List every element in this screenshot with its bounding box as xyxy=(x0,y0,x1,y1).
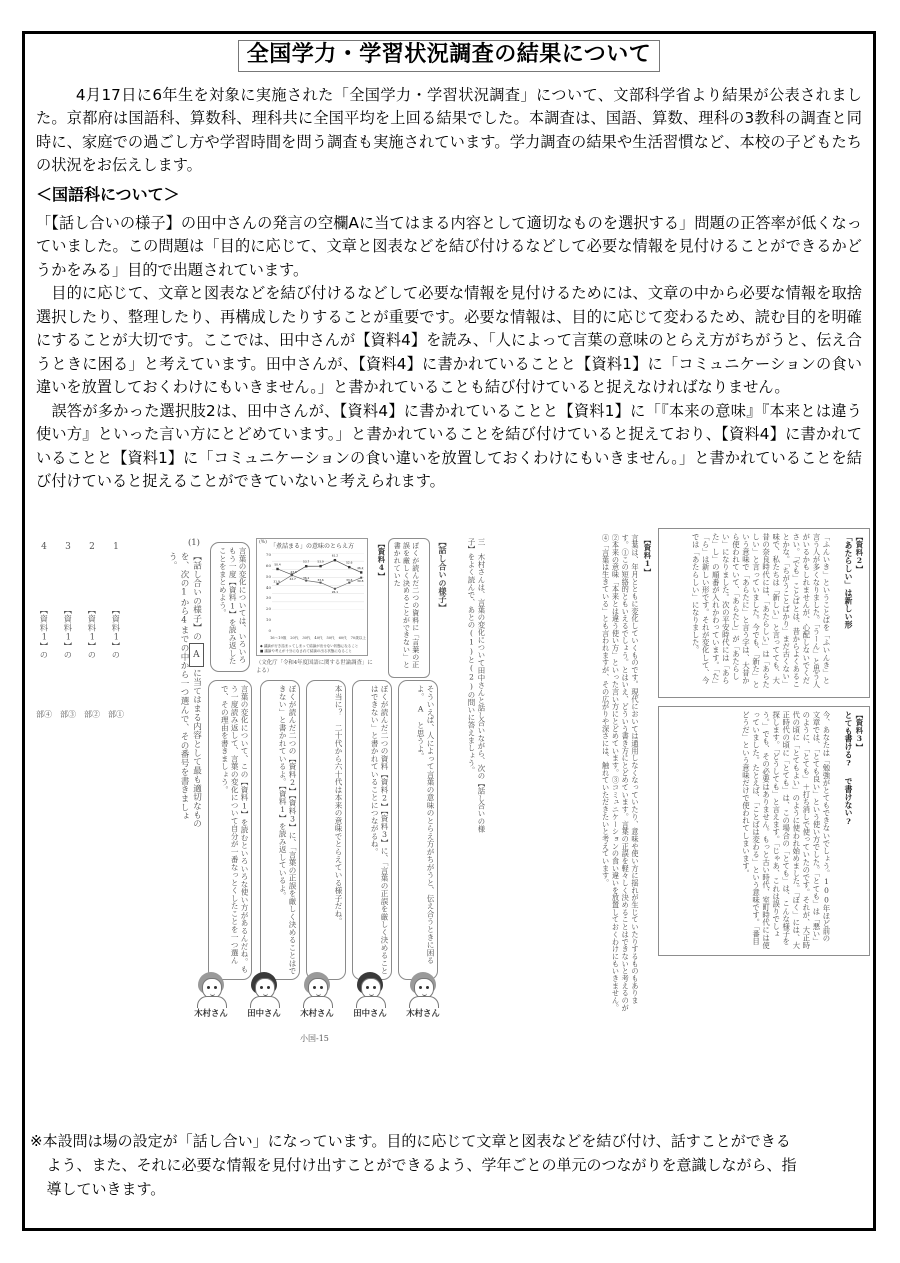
answer-choice-list xyxy=(32,542,128,742)
person-2 xyxy=(241,972,287,1019)
resource-3-title: とても書ける? で書けない? xyxy=(844,711,853,826)
page-title: 全国学力・学習状況調査の結果について xyxy=(238,40,661,72)
avatar xyxy=(302,972,332,1006)
speech-bubble-3 xyxy=(306,680,346,980)
blank-a-box: A xyxy=(189,643,204,667)
answer-choice-1 xyxy=(106,542,126,732)
choice-number: 2 xyxy=(89,542,95,552)
resource-1-text: 言葉は、年月とともに変化していくものです。現代においては通用しなくなっていたり、意味や使い方に揺れが生じていたりするものもあります。①この短絡的ともいえるでしょう。とはいえ、どういう書き方にとどめています。言葉の正誤を軽々しく決めることはできないと考えるのが②本来の意味「本来とは違う使い方」といった言い方にとどめています。③コミュニケーションの食い違いを放置しておくわけにもいきません。④「言葉は生きている」とも言われますが、その広がりや深さには、触れていただきたいと考えています。 xyxy=(601,534,640,1012)
body-shape xyxy=(250,996,280,1008)
eye-icon xyxy=(207,986,210,989)
resource-2-box xyxy=(658,528,870,698)
resource-1-label: 【資料1】 xyxy=(643,536,652,577)
speech-bubble-text: そういえば、人によって言葉の意味のとらえ方がちがうと、伝え合うときに困るよ。 A と思うよ。 xyxy=(416,685,435,965)
eye-icon xyxy=(267,986,270,989)
avatar xyxy=(196,972,226,1006)
person-3 xyxy=(294,972,340,1019)
eye-icon xyxy=(320,986,323,989)
chart-source-note: （文化庁「令和4年度国語に関する世論調査」による） xyxy=(256,660,373,674)
person-name: 田中さん xyxy=(353,1008,387,1018)
eye-icon xyxy=(313,986,316,989)
answer-choice-4 xyxy=(34,542,54,732)
exam-page-figure xyxy=(28,520,873,1065)
resource-4-label: 【資料4】 xyxy=(377,540,386,581)
svg-text:50.4: 50.4 xyxy=(274,562,281,567)
section-body xyxy=(36,212,862,494)
resource-3-text: 今、あなたは「勉強がとてもできないでしょう。100年ほど前の文章では、「とても良い」という使い方でした。「とても」は「悪い」のように、「とても」＋打ち消しで使っていたのです。それが、大正時代の頃に「とてもよい」のように使われ始めました。「ぼく」には、大正時代の頃に「とても」は、この場合の「とても」は、こんな様子を探します。「どうしても」と言えます。「じゃあ、これは誤りでしょう。」でも、その必要はありません。もっと古い時代、室町時代には使っていました。たとえば、「ことばは変わる」という意味です。「番目どうだ」という意味だけで使われてしまいます。 xyxy=(741,711,831,949)
section-heading: ＜国語科について＞ xyxy=(36,185,180,204)
page-title-wrap xyxy=(22,40,876,72)
svg-text:61.2: 61.2 xyxy=(331,553,339,558)
speech-bubble-1 xyxy=(210,542,250,672)
resource-2-label: 【資料2】 xyxy=(855,533,864,574)
choice-text: 【資料1】の xyxy=(63,605,74,659)
chart-title: 「煮詰まる」の意味のとらえ方 xyxy=(269,543,354,550)
talk-section-label: 【話し合いの様子】 xyxy=(438,538,448,612)
speech-bubble-text: ぼくが読んだ二つの資料【資料2】【資料3】に、「言葉の正誤を厳しく決めることはできない」と書かれていることにつながるね。 xyxy=(370,685,389,975)
speech-bubble-6 xyxy=(208,680,252,980)
chart-unit-label: (%) xyxy=(259,540,267,545)
choice-number: 4 xyxy=(41,542,47,552)
svg-text:26.1: 26.1 xyxy=(331,590,339,595)
question-text: 【話し合いの様子】のAに当てはまる内容として最も適切なものを、次の1から4までの中から一つ選んで、その番号を書きましょう。 xyxy=(134,552,204,832)
resource-4-box xyxy=(388,538,430,678)
question-1-block xyxy=(132,538,206,838)
speech-bubble-text: 言葉の変化については、いろいろ もう一度【資料1】を読み返したことをまとめよう。 xyxy=(218,547,247,672)
resource-2-text: 「ふんいき」ということばを「ふいんき」と言う人が多くなりました。「うーん」と思う人がいるかもしれませんが、心配しないでください。「でも」ことばとは、昔からよくあることかな。「ちがうことばかり」まだ古くない」味で、私たちは「新しい」と言ってても、大昔の奈良時代には、「あたらしい」は「あらたしい」と言っていました。今でも、「新た」という意味で「あらたに」と言う字は、大昔から使われていて、「あらたし」が「あたらしい」になりました。次の平安時代には「あらた」し」の順番が入れかわっています。「た」「ら」は新しい形です。それが変化して、今では「あたらしい」になりました。 xyxy=(691,533,831,688)
question-number: (1) xyxy=(187,538,200,548)
svg-text:33.6: 33.6 xyxy=(346,577,353,582)
eye-icon xyxy=(214,986,217,989)
resource-2-title: 「あたらしい」は新しい形 xyxy=(844,533,853,629)
svg-text:43.5: 43.5 xyxy=(290,569,297,574)
speech-bubble-text: 本当に？ 二十代から六十代は本来の意味でとらえている様子だね。 xyxy=(334,685,343,926)
choice-tail: 部② xyxy=(84,710,100,719)
eye-icon xyxy=(260,986,263,989)
lead-paragraph-block xyxy=(36,84,862,178)
svg-text:46.2: 46.2 xyxy=(357,565,364,570)
resource-3-box xyxy=(658,706,870,956)
choice-number: 3 xyxy=(65,542,71,552)
eye-icon xyxy=(366,986,369,989)
body-shape xyxy=(197,996,227,1008)
choice-tail: 部④ xyxy=(36,710,52,719)
choice-tail: 部① xyxy=(108,710,124,719)
chart-legend xyxy=(260,644,365,655)
eye-icon xyxy=(426,986,429,989)
svg-text:36.1: 36.1 xyxy=(303,575,310,580)
svg-text:53.9: 53.9 xyxy=(317,559,324,564)
answer-choice-2 xyxy=(82,542,102,732)
person-4 xyxy=(347,972,393,1019)
resource-3-label: 【資料3】 xyxy=(855,711,864,752)
eye-icon xyxy=(419,986,422,989)
choice-tail: 部③ xyxy=(60,710,76,719)
speech-bubble-4 xyxy=(352,680,392,980)
chart-x-axis-labels: 16～19歳 20代 30代 40代 50代 60代 70歳以上 xyxy=(270,636,366,640)
body-paragraph-2: 目的に応じて、文章と図表などを結び付けるなどして必要な情報を見付けるためには、文章の中から必要な情報を取捨選択したり、整理したり、再構成したりすることが重要です。必要な情報は、目的に応じて変わるため、読む目的を明確にすることが大切です。ここでは、田中さんが【資料4】を読み、「人によって言葉の意味のとらえ方がちがうと、伝え合うときに困る」と考えています。田中さんが、【資料4】に書かれていることと【資料1】に「コミュニケーションの食い違いを放置しておくわけにもいきません。」と書かれていることも結び付けていると捉えなければなりません。 xyxy=(36,284,862,397)
svg-text:52.6: 52.6 xyxy=(346,560,353,565)
footnote-line-2: よう、また、それに必要な情報を見付け出すことができるよう、学年ごとの単元のつながりを意識しながら、指 xyxy=(46,1156,797,1174)
body-paragraph-1: 「【話し合いの様子】の田中さんの発言の空欄Aに当てはまる内容として適切なものを選択する」問題の正答率が低くなっていました。この問題は「目的に応じて、文章と図表などを結び付けるなどして必要な情報を見付けることができるかどうかをみる」目的で出題されています。 xyxy=(36,214,862,279)
person-5 xyxy=(400,972,446,1019)
body-shape xyxy=(356,996,386,1008)
body-paragraph-3: 誤答が多かった選択肢2は、田中さんが、【資料4】に書かれていることと【資料1】に「『本来の意味』『本来とは違う使い方』といった言い方にとどめています。」と書かれていることを結び付けていると捉えており、【資料4】に書かれていることと【資料1】に「コミュニケーションの食い違いを放置しておくわけにもいきません。」と書かれていることを結び付けていると捉えることができていないと考えられます。 xyxy=(36,401,862,491)
resource-4-text: ぼくが読んだ二つの資料に「言葉の正誤を厳しく決めることができない」と書かれていた xyxy=(393,542,420,669)
exam-page-number: 小国-15 xyxy=(300,1034,329,1043)
eye-icon xyxy=(373,986,376,989)
speech-bubble-text: 言葉の変化について、この【資料1】を読むといろいろな使い方があるんだね。もう一度読み返して、言葉の変化について自分が一番なっとくしたことを一つ選んで、その理由を書きましょう。 xyxy=(220,685,249,974)
person-name: 木村さん xyxy=(406,1008,440,1018)
avatar xyxy=(408,972,438,1006)
choice-text: 【資料1】の xyxy=(87,605,98,659)
answer-choice-3 xyxy=(58,542,78,732)
person-1 xyxy=(188,972,234,1019)
chart-plot xyxy=(272,553,364,610)
speech-bubble-2 xyxy=(260,680,300,980)
person-name: 木村さん xyxy=(300,1008,334,1018)
svg-text:42.7: 42.7 xyxy=(289,576,296,581)
chart-panel xyxy=(256,538,368,656)
footnote-line-1: ※本設問は場の設定が「話し合い」になっています。目的に応じて文章と図表などを結び付け、話すことができる xyxy=(30,1132,791,1150)
person-name: 田中さん xyxy=(247,1008,281,1018)
choice-number: 1 xyxy=(113,542,119,552)
legend-entry-2: ■ 議論や考えが十分になされて結論の出る状態になること xyxy=(260,648,352,653)
person-name: 木村さん xyxy=(194,1008,228,1018)
lead-paragraph: 4月17日に6年生を対象に実施された「全国学力・学習状況調査」について、文部科学省より結果が公表されました。京都府は国語科、算数科、理科共に全国平均を上回る結果でした。本調査は、国語、算数、理科の3教科の調査と同時に、家庭での過ごし方や学習時間を問う調査も実施されています。学力調査の結果や生活習慣など、本校の子どもたちの状況をお伝えします。 xyxy=(36,86,862,175)
avatar xyxy=(355,972,385,1006)
svg-text:31.9: 31.9 xyxy=(273,579,280,584)
speech-bubble-5 xyxy=(398,680,438,980)
legend-entry-1: ◆ 議論が行き詰まってしまって結論が出せない状態になること xyxy=(260,643,359,648)
footnote-block xyxy=(30,1129,868,1201)
svg-text:39.8: 39.8 xyxy=(357,578,364,583)
speech-bubble-text: ぼくが読んだ二つの【資料2】【資料3】に、「言葉の正誤を厳しく決めることはできない」と書かれているよ。【資料1】を読み返しているよ。 xyxy=(278,685,297,975)
exam-instruction: 三 木村さんは、言葉の変化について田中さんと話し合いながら、次の【話し合いの様子】をよく読んで、あとの(1)と(2)の問いに答えましょう。 xyxy=(466,538,486,833)
avatar xyxy=(249,972,279,1006)
chart-y-axis-labels: 70 60 50 40 30 20 10 0 xyxy=(265,552,271,633)
choice-text: 【資料1】の xyxy=(111,605,122,659)
body-shape xyxy=(303,996,333,1008)
svg-text:33.6: 33.6 xyxy=(317,577,324,582)
body-shape xyxy=(409,996,439,1008)
choice-text: 【資料1】の xyxy=(39,605,50,659)
footnote-line-3: 導していきます。 xyxy=(46,1180,166,1198)
svg-text:53.7: 53.7 xyxy=(303,559,310,564)
